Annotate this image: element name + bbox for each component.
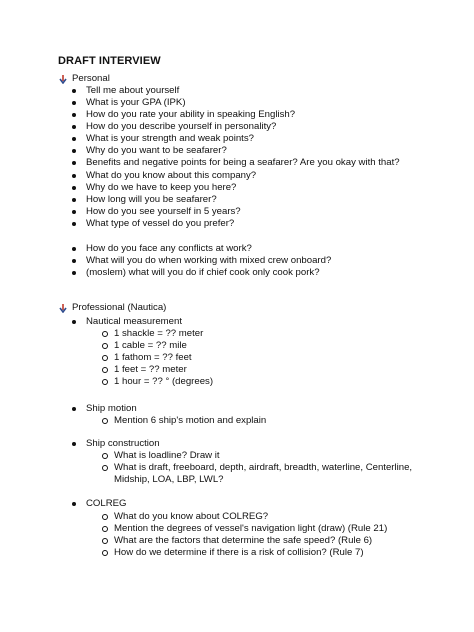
document-page: DRAFT INTERVIEW Personal Tell me about yourself What is your GPA (IPK) How do you rate your ability in speaking English? How do you describe yourself in personality? What is your strength and weak points? Why do you want to be seafarer? Benefits and negative points for being a seafarer? Are you okay with that? What do you know about this company? Why do we have to keep you here? How long will you be seafarer? How do you see yourself in 5 years? What type of vessel do you prefer? How do you face any conflicts at work? What will you do when working with mixed crew onboard? (moslem) what will you do if chief cook only cook pork? Professional (Nautica) Nautical measurement 1 shackle = ?? meter 1 cable = ?? mile 1 fathom = ?? feet 1 feet = ?? meter 1 hour = ?? ° (degrees) Ship motion Mention 6 ship's motion and explain Ship construction What is loadline? Draw it What is draft, freeboard, depth, airdraft, breadth, waterline, Centerline, Midship, LOA, LBP, LWL? COLREG What do you know about COLREG? Mention the degrees of vessel's navigation light (draw) (Rule 21) What are the factors that determine the safe speed? (Rule 6) How do we determine if there is a risk of collision? (Rule 7): [58, 55, 413, 558]
section-heading-personal: Personal: [72, 73, 110, 84]
arrow-bullet-icon: [58, 303, 68, 313]
section-heading-professional: Professional (Nautica): [72, 302, 167, 313]
arrow-bullet-icon: [58, 74, 68, 84]
page-title: DRAFT INTERVIEW: [58, 55, 161, 67]
